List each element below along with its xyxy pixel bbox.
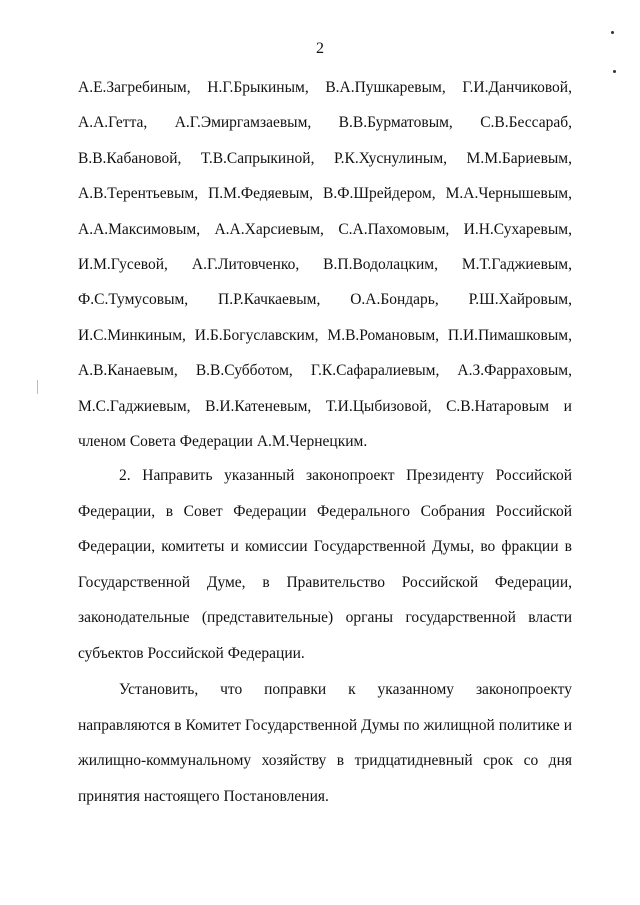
name-entry: В.В.Субботом,	[195, 362, 293, 380]
scan-speck	[613, 70, 616, 73]
name-row	[78, 219, 572, 254]
name-row	[78, 148, 572, 183]
name-entry: М.А.Чернышевым,	[445, 185, 572, 203]
name-entry: Т.И.Цыбизовой,	[325, 397, 432, 415]
name-row	[78, 112, 572, 147]
name-row	[78, 289, 572, 324]
name-entry: В.А.Пушкаревым,	[325, 79, 446, 96]
name-entry: П.М.Федяевым,	[208, 185, 314, 203]
name-entry: А.А.Харсиевым,	[214, 220, 324, 238]
paragraph-send-bill: 2. Направить указанный законопроект Президенту Российской Федерации, в Совет Федерации Федерального Собрания Российской Федерации, комитеты и комиссии Государственной Думы, во фракции в Государственной Думе, в Правительство Российской Федерации, законодательные (представительные) органы государственной власти субъектов Российской Федерации.	[78, 467, 572, 662]
name-row	[78, 325, 572, 360]
name-entry: И.С.Минкиным,	[78, 326, 186, 344]
name-entry: И.М.Гусевой,	[78, 255, 168, 273]
paragraph-amendments: Установить, что поправки к указанному законопроекту направляются в Комитет Государственной Думы по жилищной политике и жилищно-коммунальному хозяйству в тридцатидневный срок со дня принятия настоящего Постановления.	[78, 681, 572, 805]
name-entry: Г.К.Сафаралиевым,	[310, 362, 440, 380]
name-row	[78, 183, 572, 218]
name-entry: М.В.Романовым,	[327, 326, 440, 344]
name-entry: С.В.Бессараб,	[480, 114, 572, 132]
conjunction: и	[563, 397, 572, 415]
name-entry: А.В.Терентьевым,	[78, 185, 199, 203]
name-entry: Ф.С.Тумусовым,	[78, 291, 189, 309]
name-entry: М.С.Гаджиевым,	[78, 397, 191, 415]
page-number: 2	[316, 40, 324, 57]
name-entry: П.И.Пимашковым,	[447, 326, 572, 344]
name-entry: В.В.Бурматовым,	[338, 114, 453, 132]
name-entry: С.А.Пахомовым,	[338, 220, 450, 238]
names-list	[78, 77, 572, 466]
scan-speck	[611, 31, 614, 34]
name-entry: С.В.Натаровым	[446, 397, 550, 415]
closing-line: членом Совета Федерации А.М.Чернецким.	[78, 432, 368, 450]
name-entry: И.Б.Богуславским,	[194, 326, 319, 344]
name-entry: О.А.Бондарь,	[350, 291, 439, 309]
name-row	[78, 360, 572, 395]
name-entry: А.Г.Литовченко,	[191, 255, 300, 273]
name-entry: А.З.Фарраховым,	[457, 362, 572, 380]
name-row	[78, 77, 572, 112]
name-entry: А.Г.Эмиргамзаевым,	[174, 114, 312, 132]
name-entry: А.Е.Загребиным,	[78, 79, 191, 96]
name-entry: М.Т.Гаджиевым,	[461, 255, 572, 273]
name-row	[78, 254, 572, 289]
name-entry: В.П.Водолацким,	[323, 255, 438, 273]
name-entry: В.И.Катеневым,	[205, 397, 312, 415]
name-entry: Р.К.Хуснулиным,	[333, 149, 448, 167]
name-entry: В.В.Кабановой,	[78, 149, 182, 167]
name-entry: Т.В.Сапрыкиной,	[200, 149, 315, 167]
name-row	[78, 396, 572, 431]
scan-margin-line	[37, 380, 38, 394]
name-entry: И.Н.Сухаревым,	[463, 220, 572, 238]
name-entry: В.Ф.Шрейдером,	[323, 185, 436, 203]
name-entry: А.В.Канаевым,	[78, 362, 178, 380]
name-entry: Р.Ш.Хайровым,	[468, 291, 572, 309]
name-entry: Г.И.Данчиковой,	[462, 79, 572, 96]
name-entry: Н.Г.Брыкиным,	[207, 79, 309, 96]
name-entry: М.М.Бариевым,	[466, 149, 572, 167]
name-entry: А.А.Максимовым,	[78, 220, 201, 238]
name-entry: А.А.Гетта,	[78, 114, 148, 132]
name-entry: П.Р.Качкаевым,	[218, 291, 321, 309]
